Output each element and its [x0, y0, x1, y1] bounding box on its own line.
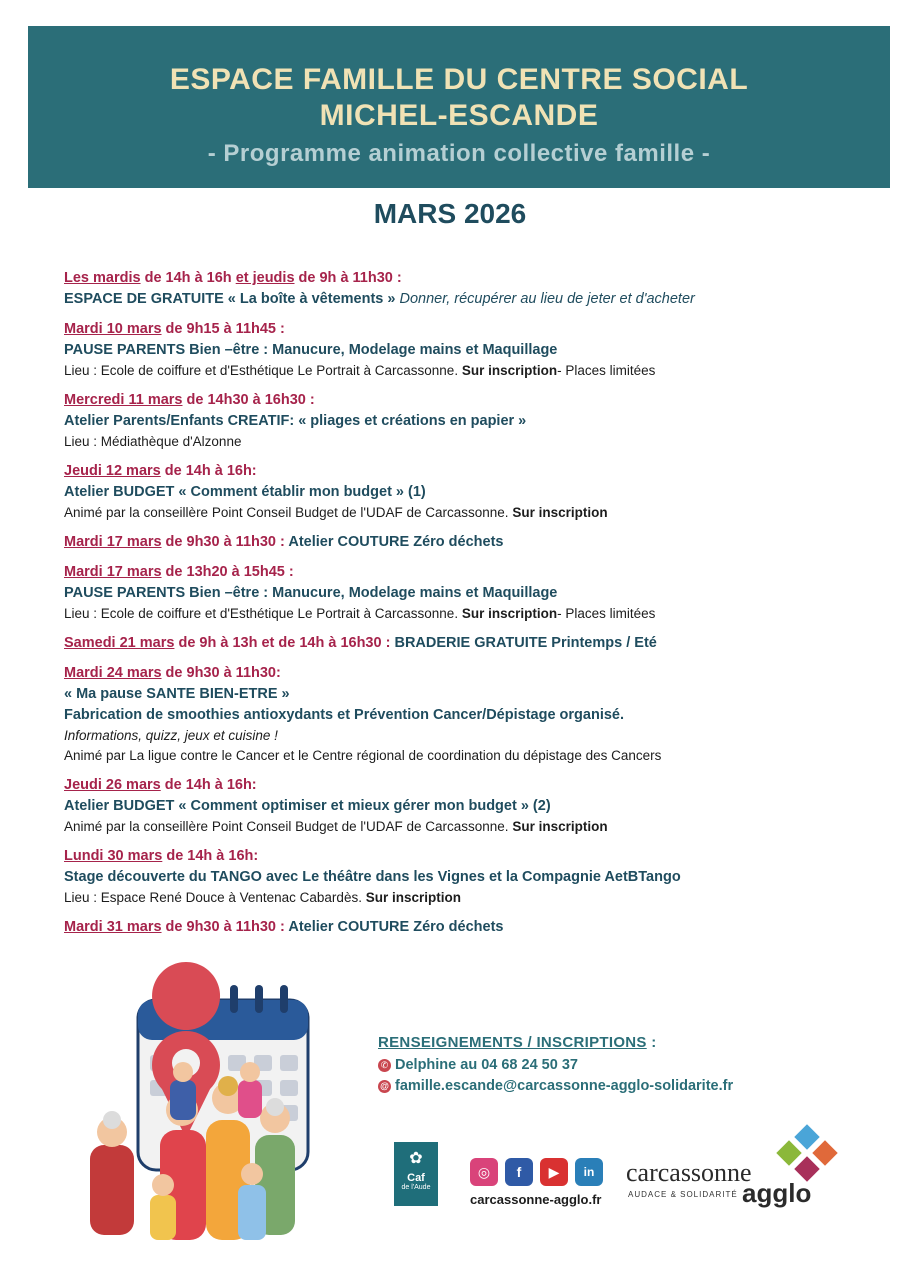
email-icon: @ — [378, 1080, 391, 1093]
event-item — [64, 319, 864, 381]
event-info: Animé par La ligue contre le Cancer et le Centre régional de coordination du dépistage des Cancers — [64, 748, 662, 763]
event-time: de 14h à 16h: — [160, 463, 257, 479]
month-title: MARS 2026 — [373, 198, 527, 229]
contact-email-line — [378, 1078, 733, 1094]
header-subtitle: - Programme animation collective famille - — [207, 140, 711, 167]
event-day: Mardi 10 mars — [64, 321, 162, 337]
event-day: Mardi 17 mars — [64, 534, 162, 550]
caf-logo — [394, 1142, 438, 1206]
website-link[interactable]: carcassonne-agglo.fr — [470, 1192, 602, 1207]
agglo-diamond-icon — [776, 1124, 856, 1184]
phone-icon: ✆ — [378, 1059, 391, 1072]
header-title-line1: ESPACE FAMILLE DU CENTRE SOCIAL — [169, 63, 749, 96]
event-when — [64, 846, 864, 867]
event-time: de 14h à 16h: — [162, 848, 259, 864]
contact-phone-line — [378, 1057, 733, 1073]
event-day: Mercredi 11 mars — [64, 392, 183, 408]
event-item — [64, 917, 864, 938]
event-day: Mardi 31 mars — [64, 919, 162, 935]
event-day: Jeudi 26 mars — [64, 777, 161, 793]
event-info: Lieu : Médiathèque d'Alzonne — [64, 434, 242, 449]
event-title: Atelier Parents/Enfants CREATIF: « pliages et créations en papier » — [64, 413, 527, 429]
event-when — [64, 775, 864, 796]
event-info — [64, 361, 864, 381]
event-title: PAUSE PARENTS Bien –être : Manucure, Modelage mains et Maquillage — [64, 585, 558, 601]
event-info-italic: Informations, quizz, jeux et cuisine ! — [64, 728, 278, 743]
event-when — [64, 461, 864, 482]
brand-agglo: agglo — [742, 1178, 812, 1208]
event-registration: Sur inscription — [365, 890, 461, 905]
event-title-inline: Atelier COUTURE Zéro déchets — [284, 534, 504, 550]
event-place: Lieu : Espace René Douce à Ventenac Cabardès. — [64, 890, 366, 905]
event-title: Stage découverte du TANGO avec Le théâtre dans les Vignes et la Compagnie AetBTango — [64, 869, 681, 885]
facebook-icon[interactable]: f — [505, 1158, 533, 1186]
event-time: de 9h30 à 11h30: — [161, 665, 281, 681]
event-title: Atelier BUDGET « Comment optimiser et mieux gérer mon budget » (2) — [64, 798, 551, 814]
event-info — [64, 817, 864, 837]
event-title: « Ma pause SANTE BIEN-ETRE » — [64, 686, 290, 702]
event-item — [64, 268, 864, 310]
event-time: de 9h30 à 11h30 : — [161, 919, 285, 935]
event-registration: Sur inscription — [461, 363, 558, 378]
event-registration: Sur inscription — [512, 819, 608, 834]
event-when — [64, 663, 864, 684]
contact-title: RENSEIGNEMENTS / INSCRIPTIONS — [378, 1034, 647, 1051]
contact-heading — [378, 1034, 733, 1052]
event-registration: Sur inscription — [461, 606, 558, 621]
event-title-text: ESPACE DE GRATUITE « La boîte à vêtements » — [64, 291, 396, 307]
event-item — [64, 390, 864, 452]
event-when — [64, 319, 864, 340]
event-title-note: Donner, récupérer au lieu de jeter et d'acheter — [395, 291, 695, 307]
youtube-icon[interactable]: ▶ — [540, 1158, 568, 1186]
event-item — [64, 562, 864, 624]
contact-email[interactable]: famille.escande@carcassonne-agglo-solidarite.fr — [395, 1078, 734, 1094]
social-links — [470, 1158, 603, 1186]
event-info — [64, 604, 864, 624]
event-note: - Places limitées — [557, 606, 656, 621]
event-info — [64, 888, 864, 908]
event-item — [64, 846, 864, 908]
event-when — [64, 917, 864, 938]
event-item — [64, 775, 864, 837]
event-item — [64, 532, 864, 553]
header-banner — [28, 26, 890, 188]
event-host: Animé par la conseillère Point Conseil Budget de l'UDAF de Carcassonne. — [64, 505, 513, 520]
event-time: de 13h20 à 15h45 : — [161, 564, 294, 580]
header-title-line2: MICHEL-ESCANDE — [319, 99, 599, 132]
carcassonne-agglo-logo — [626, 1128, 846, 1212]
contact-title-suffix: : — [646, 1034, 657, 1051]
event-time: de 14h à 16h: — [160, 777, 257, 793]
brand-tagline: AUDACE & SOLIDARITÉ — [628, 1190, 738, 1199]
event-item — [64, 633, 864, 654]
event-when — [64, 562, 864, 583]
event-title: Atelier BUDGET « Comment établir mon budget » (1) — [64, 484, 426, 500]
event-title: PAUSE PARENTS Bien –être : Manucure, Modelage mains et Maquillage — [64, 342, 558, 358]
family-calendar-illustration — [10, 960, 370, 1260]
event-when — [64, 532, 864, 553]
caf-emblem-icon: ✿ — [409, 1150, 423, 1167]
caf-label: Caf — [407, 1172, 425, 1184]
event-time: de 14h à 16h — [140, 270, 236, 286]
event-day: Les mardis — [64, 270, 141, 286]
event-note: - Places limitées — [557, 363, 656, 378]
event-time: de 14h30 à 16h30 : — [182, 392, 315, 408]
event-day: Jeudi 12 mars — [64, 463, 161, 479]
event-title-inline: BRADERIE GRATUITE Printemps / Eté — [390, 635, 657, 651]
event-when — [64, 268, 864, 289]
event-day: Mardi 24 mars — [64, 665, 162, 681]
event-info — [64, 503, 864, 523]
event-place: Lieu : Ecole de coiffure et d'Esthétique Le Portrait à Carcassonne. — [64, 606, 462, 621]
event-day: Samedi 21 mars — [64, 635, 175, 651]
event-registration: Sur inscription — [512, 505, 608, 520]
event-subtitle: Fabrication de smoothies antioxydants et Prévention Cancer/Dépistage organisé. — [64, 707, 625, 723]
caf-sub: de l'Aude — [401, 1184, 431, 1191]
brand-name: carcassonne — [626, 1158, 752, 1187]
contact-block — [378, 1034, 733, 1094]
event-when — [64, 633, 864, 654]
contact-phone[interactable]: Delphine au 04 68 24 50 37 — [395, 1057, 578, 1073]
event-host: Animé par la conseillère Point Conseil Budget de l'UDAF de Carcassonne. — [64, 819, 513, 834]
instagram-icon[interactable]: ◎ — [470, 1158, 498, 1186]
event-time: de 9h à 11h30 : — [294, 270, 402, 286]
linkedin-icon[interactable]: in — [575, 1158, 603, 1186]
event-time: de 9h à 13h et de 14h à 16h30 : — [174, 635, 391, 651]
event-item — [64, 663, 864, 766]
event-item — [64, 461, 864, 523]
event-place: Lieu : Ecole de coiffure et d'Esthétique Le Portrait à Carcassonne. — [64, 363, 462, 378]
event-time: de 9h30 à 11h30 : — [161, 534, 285, 550]
event-day: Mardi 17 mars — [64, 564, 162, 580]
event-day: et jeudis — [235, 270, 295, 286]
event-title-inline: Atelier COUTURE Zéro déchets — [284, 919, 504, 935]
event-list — [64, 268, 864, 947]
event-when — [64, 390, 864, 411]
event-time: de 9h15 à 11h45 : — [161, 321, 285, 337]
event-title — [64, 289, 864, 310]
event-day: Lundi 30 mars — [64, 848, 163, 864]
